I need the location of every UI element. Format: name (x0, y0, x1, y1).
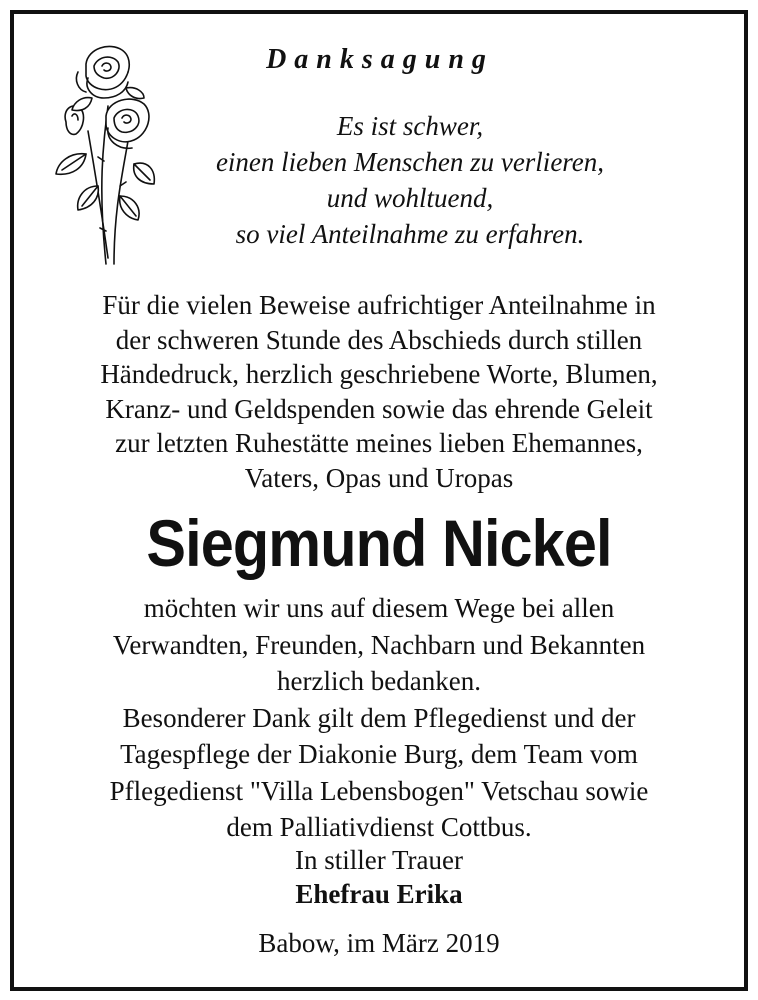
thanks-line: Besonderer Dank gilt dem Pflegedienst und der (122, 702, 636, 733)
intro-line: Für die vielen Beweise aufrichtiger Anteilnahme in (102, 290, 656, 320)
intro-line: Händedruck, herzlich geschriebene Worte, Blumen, (100, 359, 658, 389)
intro-line: zur letzten Ruhestätte meines lieben Ehemannes, (115, 428, 643, 458)
mourning-phrase: In stiller Trauer (295, 845, 463, 875)
place-date: Babow, im März 2019 (258, 928, 500, 958)
thanks-line: herzlich bedanken. (277, 666, 481, 696)
intro-line: Kranz- und Geldspenden sowie das ehrende Geleit (105, 393, 653, 424)
thanks-line: Pflegedienst "Villa Lebensbogen" Vetschau sowie (109, 775, 649, 806)
motto-verse (170, 108, 650, 252)
thanks-line: möchten wir uns auf diesem Wege bei allen (143, 593, 615, 623)
motto-line: so viel Anteilnahme zu erfahren. (235, 219, 585, 249)
motto-line: einen lieben Menschen zu verlieren, (215, 147, 605, 177)
motto-line: Es ist schwer, (336, 111, 484, 141)
signer-name: Ehefrau Erika (295, 879, 463, 909)
notice-heading: Danksagung (266, 44, 494, 75)
deceased-name: Siegmund Nickel (146, 506, 612, 580)
thanks-line: dem Palliativdienst Cottbus. (226, 812, 532, 842)
intro-line: der schweren Stunde des Abschieds durch stillen (115, 324, 643, 355)
mourning-block (30, 843, 728, 911)
thanks-line: Verwandten, Freunden, Nachbarn und Bekannten (112, 629, 646, 660)
intro-paragraph (30, 288, 728, 495)
thanks-line: Tagespflege der Diakonie Burg, dem Team vom (120, 739, 638, 769)
motto-line: und wohltuend, (326, 183, 494, 213)
rose-icon (48, 36, 158, 270)
intro-line: Vaters, Opas und Uropas (244, 462, 514, 493)
thanks-paragraph (30, 590, 728, 846)
